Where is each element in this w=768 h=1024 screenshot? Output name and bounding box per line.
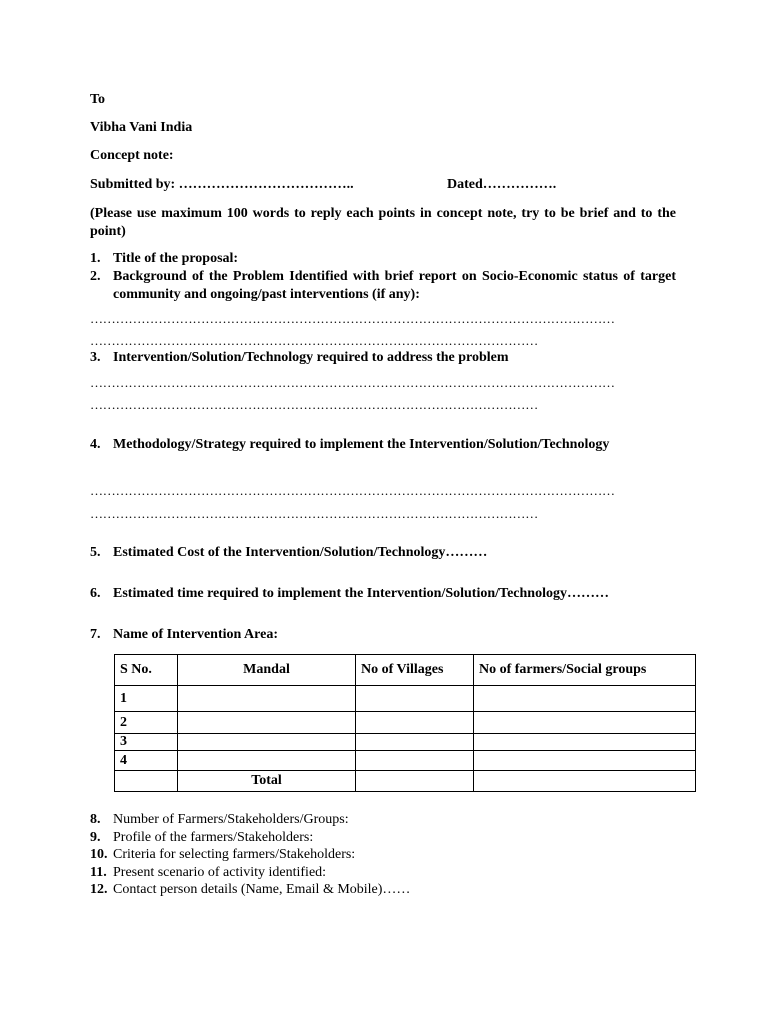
farmers-cell[interactable] bbox=[474, 734, 696, 751]
submitted-by-field: Submitted by: ……………………………….. bbox=[90, 177, 354, 192]
item-number: 3. bbox=[90, 350, 101, 365]
villages-cell[interactable] bbox=[356, 712, 474, 734]
answer-line: …………………………………………………………………………………………… bbox=[90, 397, 539, 412]
mandal-cell[interactable] bbox=[178, 712, 356, 734]
item-3 bbox=[90, 349, 676, 367]
total-label: Total bbox=[178, 771, 356, 792]
item-number: 12. bbox=[90, 882, 108, 897]
concept-note-title: Concept note: bbox=[90, 148, 174, 163]
item-2 bbox=[90, 268, 676, 304]
item-text: Present scenario of activity identified: bbox=[113, 865, 327, 880]
total-villages-cell[interactable] bbox=[356, 771, 474, 792]
answer-line: …………………………………………………………………………………………………………… bbox=[90, 483, 615, 498]
item-8 bbox=[90, 811, 676, 829]
table-row bbox=[115, 686, 696, 712]
item-number: 11. bbox=[90, 865, 107, 880]
total-farmers-cell[interactable] bbox=[474, 771, 696, 792]
total-sno-cell bbox=[115, 771, 178, 792]
table-total-row bbox=[115, 771, 696, 792]
item-12 bbox=[90, 881, 676, 899]
villages-cell[interactable] bbox=[356, 734, 474, 751]
column-header-sno: S No. bbox=[115, 655, 178, 686]
villages-cell[interactable] bbox=[356, 751, 474, 771]
item-number: 2. bbox=[90, 269, 101, 284]
mandal-cell[interactable] bbox=[178, 751, 356, 771]
column-header-villages: No of Villages bbox=[356, 655, 474, 686]
answer-line: …………………………………………………………………………………………… bbox=[90, 506, 539, 521]
item-number: 4. bbox=[90, 437, 101, 452]
table-row bbox=[115, 751, 696, 771]
item-9 bbox=[90, 829, 676, 847]
item-4 bbox=[90, 436, 676, 454]
answer-line: …………………………………………………………………………………………… bbox=[90, 333, 539, 348]
mandal-cell[interactable] bbox=[178, 686, 356, 712]
item-text: Methodology/Strategy required to implement the Intervention/Solution/Technology bbox=[113, 437, 610, 452]
item-text: Profile of the farmers/Stakeholders: bbox=[113, 830, 314, 845]
item-10 bbox=[90, 846, 676, 864]
item-text: Contact person details (Name, Email & Mobile)…… bbox=[113, 882, 411, 897]
row-number: 2 bbox=[115, 712, 178, 734]
farmers-cell[interactable] bbox=[474, 712, 696, 734]
mandal-cell[interactable] bbox=[178, 734, 356, 751]
row-number: 3 bbox=[115, 734, 178, 751]
item-text: Estimated Cost of the Intervention/Solution/Technology……… bbox=[113, 545, 488, 560]
item-number: 8. bbox=[90, 812, 101, 827]
table-row bbox=[115, 734, 696, 751]
villages-cell[interactable] bbox=[356, 686, 474, 712]
item-number: 7. bbox=[90, 627, 101, 642]
item-7 bbox=[90, 626, 676, 644]
intervention-area-table bbox=[114, 654, 696, 792]
item-text: Estimated time required to implement the Intervention/Solution/Technology……… bbox=[113, 586, 609, 601]
item-number: 6. bbox=[90, 586, 101, 601]
item-text: Intervention/Solution/Technology required to address the problem bbox=[113, 350, 509, 365]
table-header-row bbox=[115, 655, 696, 686]
farmers-cell[interactable] bbox=[474, 751, 696, 771]
table-row bbox=[115, 712, 696, 734]
item-6 bbox=[90, 585, 676, 603]
answer-line: …………………………………………………………………………………………………………… bbox=[90, 375, 615, 390]
farmers-cell[interactable] bbox=[474, 686, 696, 712]
item-number: 10. bbox=[90, 847, 108, 862]
item-1 bbox=[90, 250, 676, 268]
column-header-mandal: Mandal bbox=[178, 655, 356, 686]
row-number: 1 bbox=[115, 686, 178, 712]
item-number: 9. bbox=[90, 830, 101, 845]
instruction-text: (Please use maximum 100 words to reply each points in concept note, try to be brief and to the point) bbox=[90, 206, 676, 239]
column-header-farmers: No of farmers/Social groups bbox=[474, 655, 696, 686]
item-text: Criteria for selecting farmers/Stakeholders: bbox=[113, 847, 356, 862]
answer-line: …………………………………………………………………………………………………………… bbox=[90, 311, 615, 326]
item-text: Name of Intervention Area: bbox=[113, 627, 278, 642]
item-text: Background of the Problem Identified with brief report on Socio-Economic status of target community and ongoing/past interventions (if any): bbox=[113, 269, 676, 302]
organization-name: Vibha Vani India bbox=[90, 120, 193, 135]
item-11 bbox=[90, 864, 676, 882]
row-number: 4 bbox=[115, 751, 178, 771]
item-text: Title of the proposal: bbox=[113, 251, 239, 266]
dated-field: Dated……………. bbox=[447, 177, 557, 192]
item-text: Number of Farmers/Stakeholders/Groups: bbox=[113, 812, 349, 827]
item-number: 1. bbox=[90, 251, 101, 266]
item-5 bbox=[90, 544, 676, 562]
item-number: 5. bbox=[90, 545, 101, 560]
addressee-label: To bbox=[90, 92, 106, 107]
